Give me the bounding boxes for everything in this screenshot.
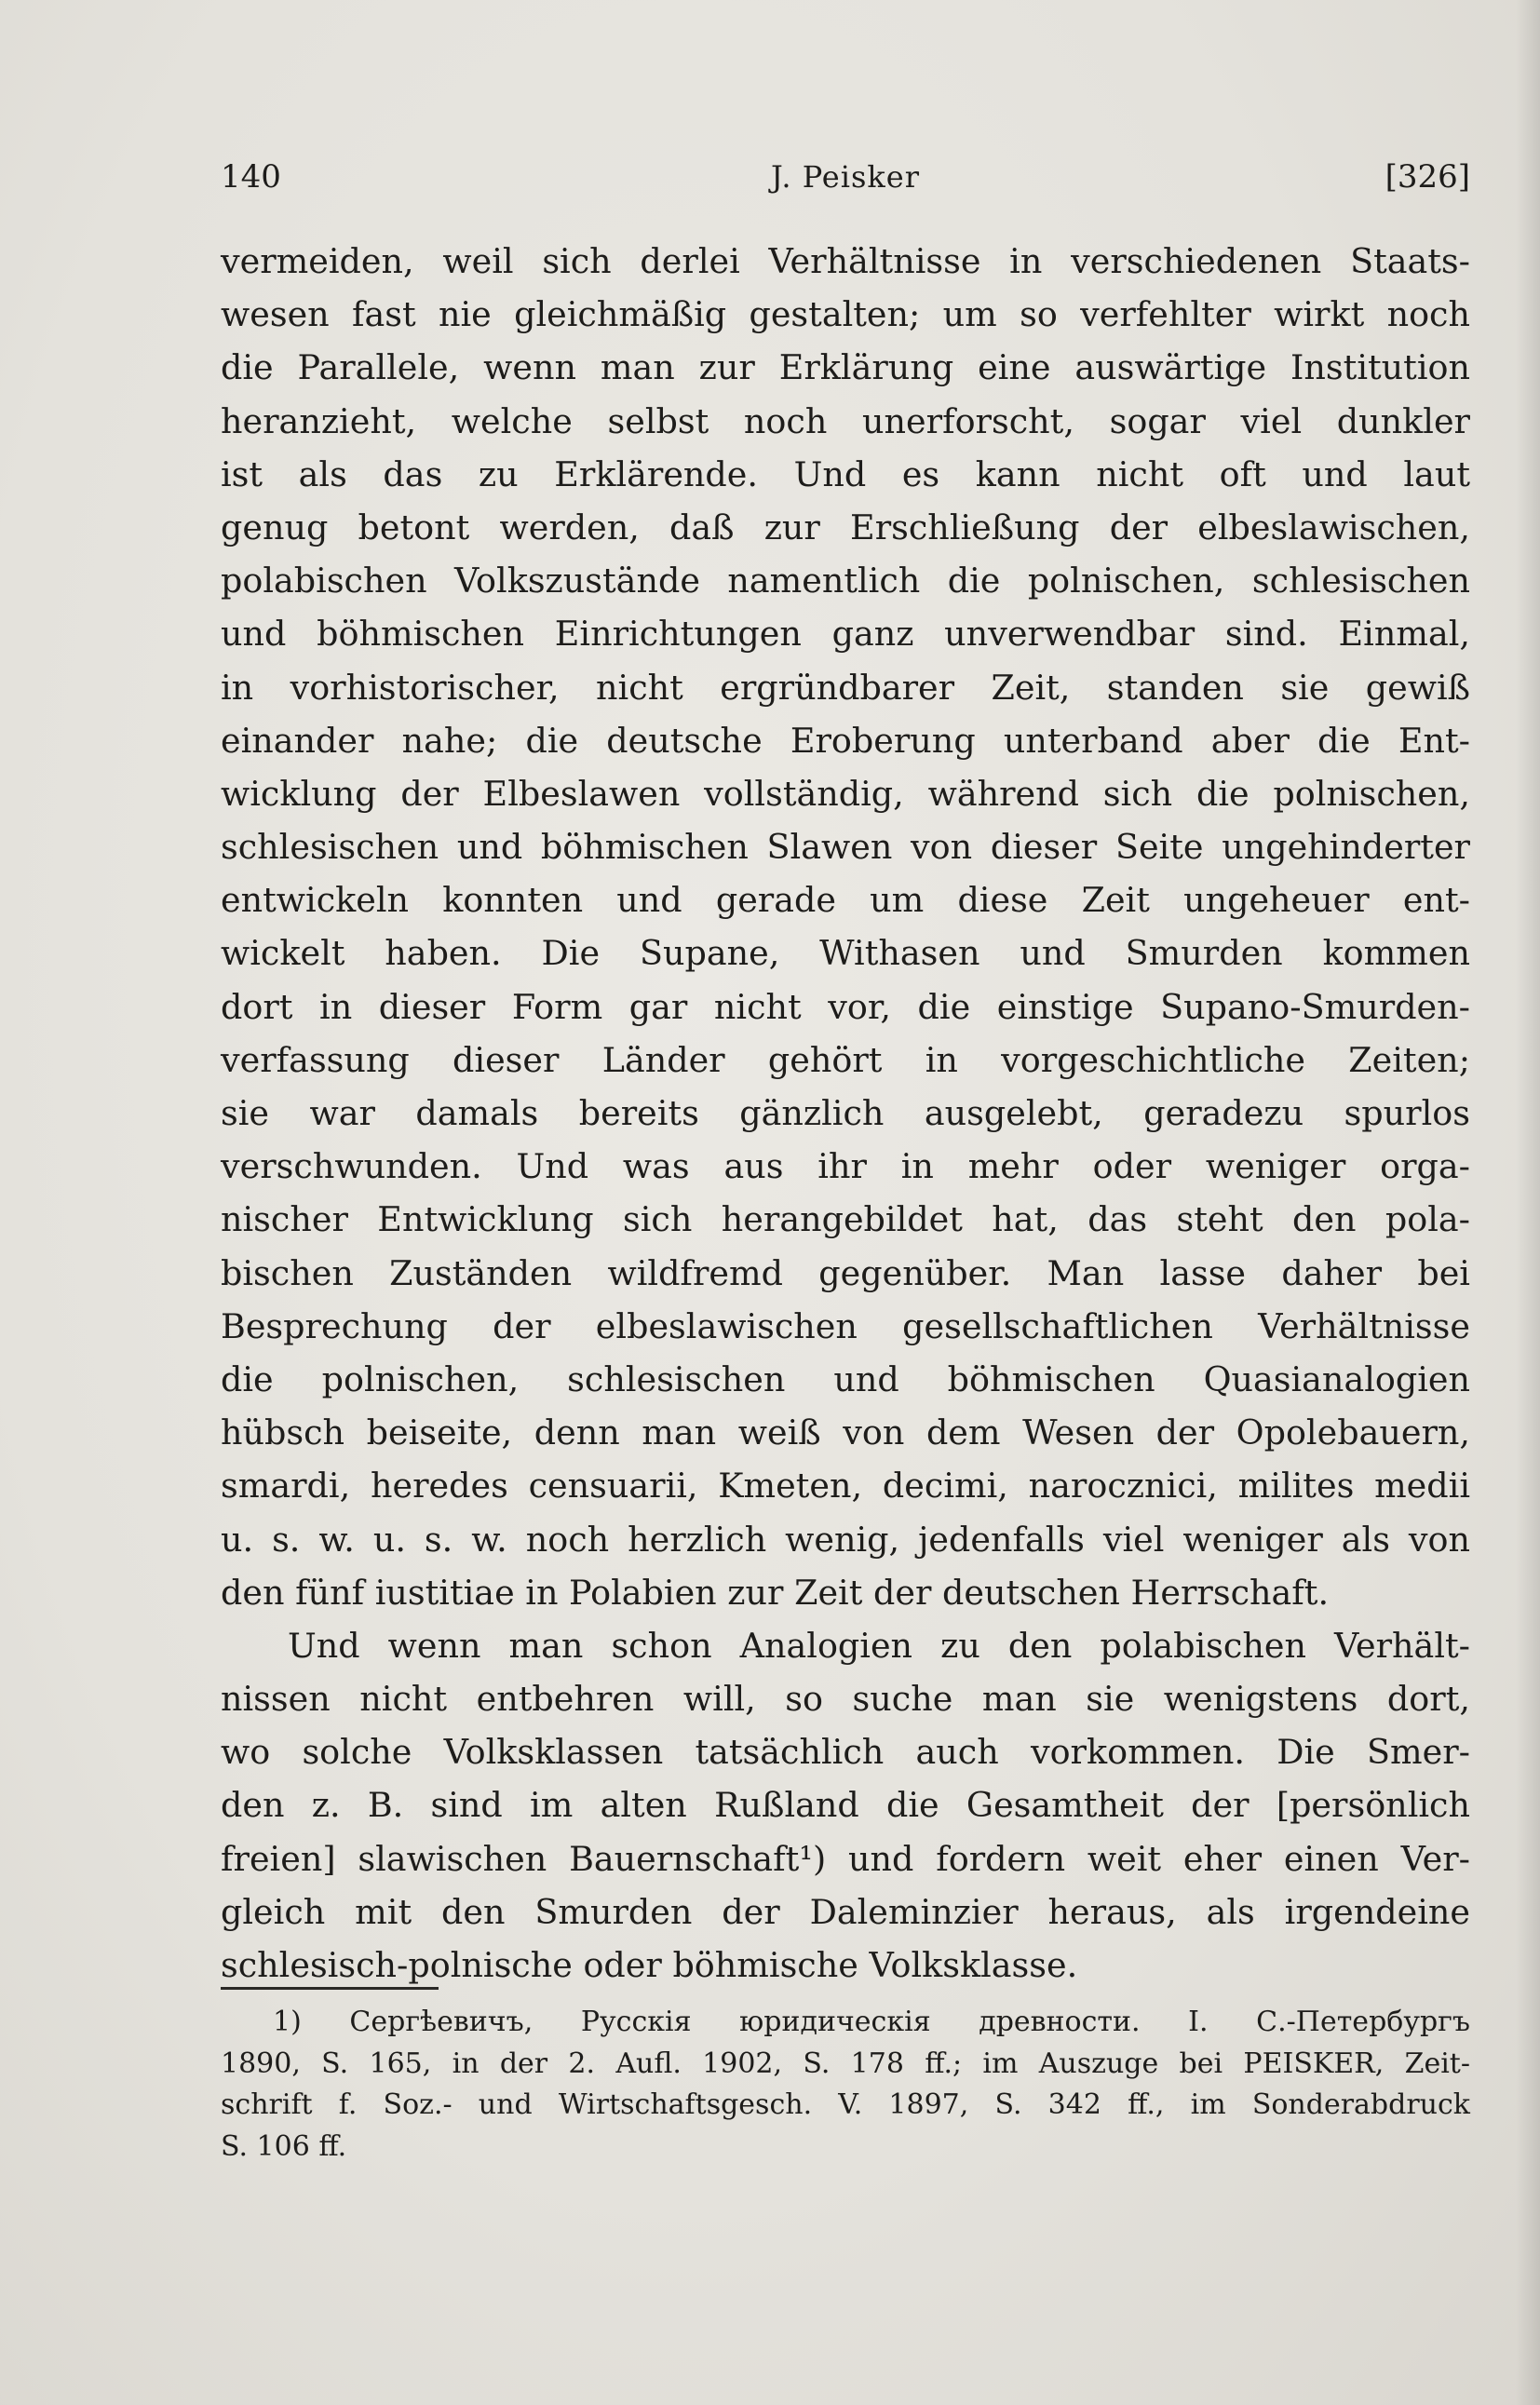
text-line: polabischen Volkszustände namentlich die polnischen, schlesischen (221, 561, 1470, 601)
paragraph-first-line: Und wenn man schon Analogien zu den polabischen Verhält- (288, 1625, 1470, 1666)
paragraph-last-line: schlesisch-polnische oder böhmische Volksklasse. (221, 1945, 1078, 1985)
text-line: und böhmischen Einrichtungen ganz unverwendbar sind. Einmal, (221, 614, 1470, 655)
text-line: dort in dieser Form gar nicht vor, die einstige Supano-Smurden- (221, 986, 1470, 1027)
text-line: verschwunden. Und was aus ihr in mehr oder weniger orga- (221, 1146, 1470, 1187)
text-line: gleich mit den Smurden der Daleminzier heraus, als irgendeine (221, 1891, 1470, 1932)
footnotes (221, 2002, 1470, 2168)
footnote-line: S. 106 ff. (221, 2129, 347, 2163)
text-line: schlesischen und böhmischen Slawen von dieser Seite ungehinderter (221, 827, 1470, 868)
text-line: verfassung dieser Länder gehört in vorgeschichtliche Zeiten; (221, 1039, 1470, 1080)
footnote-line: 1890, S. 165, in der 2. Aufl. 1902, S. 178 ff.; im Auszuge bei PEISKER, Zeit- (221, 2047, 1470, 2080)
text-line: Besprechung der elbeslawischen gesellschaftlichen Verhältnisse (221, 1305, 1470, 1346)
text-line: ist als das zu Erklärende. Und es kann nicht oft und laut (221, 453, 1470, 494)
text-line: genug betont werden, daß zur Erschließung der elbeslawischen, (221, 507, 1470, 547)
page-edge-shadow (1516, 0, 1540, 2405)
text-line: nissen nicht entbehren will, so suche man sie wenigstens dort, (221, 1679, 1470, 1720)
text-line: einander nahe; die deutsche Eroberung unterband aber die Ent- (221, 720, 1470, 761)
text-line: wesen fast nie gleichmäßig gestalten; um so verfehlter wirkt noch (221, 294, 1470, 335)
text-line: entwickeln konnten und gerade um diese Zeit ungeheuer ent- (221, 880, 1470, 921)
footnote-rule (221, 1987, 439, 1990)
text-line: in vorhistorischer, nicht ergründbarer Zeit, standen sie gewiß (221, 667, 1470, 708)
text-line: hübsch beiseite, denn man weiß von dem Wesen der Opolebauern, (221, 1412, 1470, 1453)
footnote-line: 1) Сергѣевичъ, Русскія юридическія древности. I. С.-Петербургъ (273, 2006, 1470, 2038)
page-number: 140 (221, 158, 281, 196)
text-line: wicklung der Elbeslawen vollständig, während sich die polnischen, (221, 773, 1470, 814)
text-line: smardi, heredes censuarii, Kmeten, decimi, narocznici, milites medii (221, 1466, 1470, 1507)
text-line: die polnischen, schlesischen und böhmischen Quasianalogien (221, 1358, 1470, 1399)
footnote-line: schrift f. Soz.- und Wirtschaftsgesch. V. 1897, S. 342 ff., im Sonderabdruck (221, 2088, 1470, 2121)
text-line: heranzieht, welche selbst noch unerforscht, sogar viel dunkler (221, 400, 1470, 441)
running-head-author: J. Peisker (771, 159, 920, 195)
paragraph-last-line: den fünf iustitiae in Polabien zur Zeit der deutschen Herrschaft. (221, 1572, 1330, 1613)
text-line: vermeiden, weil sich derlei Verhältnisse in verschiedenen Staats- (221, 241, 1470, 281)
text-line: bischen Zuständen wildfremd gegenüber. Man lasse daher bei (221, 1252, 1470, 1293)
main-text (221, 235, 1470, 1992)
running-head (221, 149, 1470, 205)
text-line: freien] slawischen Bauernschaft¹) und fordern weit eher einen Ver- (221, 1838, 1470, 1879)
text-line: wickelt haben. Die Supane, Withasen und Smurden kommen (221, 933, 1470, 974)
original-page-number: [326] (1385, 158, 1470, 196)
text-line: u. s. w. u. s. w. noch herzlich wenig, jedenfalls viel weniger als von (221, 1519, 1470, 1560)
text-line: wo solche Volksklassen tatsächlich auch vorkommen. Die Smer- (221, 1732, 1470, 1773)
text-line: die Parallele, wenn man zur Erklärung eine auswärtige Institution (221, 347, 1470, 388)
text-line: nischer Entwicklung sich herangebildet hat, das steht den pola- (221, 1199, 1470, 1240)
text-line: sie war damals bereits gänzlich ausgelebt, geradezu spurlos (221, 1093, 1470, 1133)
text-line: den z. B. sind im alten Rußland die Gesamtheit der [persönlich (221, 1785, 1470, 1826)
